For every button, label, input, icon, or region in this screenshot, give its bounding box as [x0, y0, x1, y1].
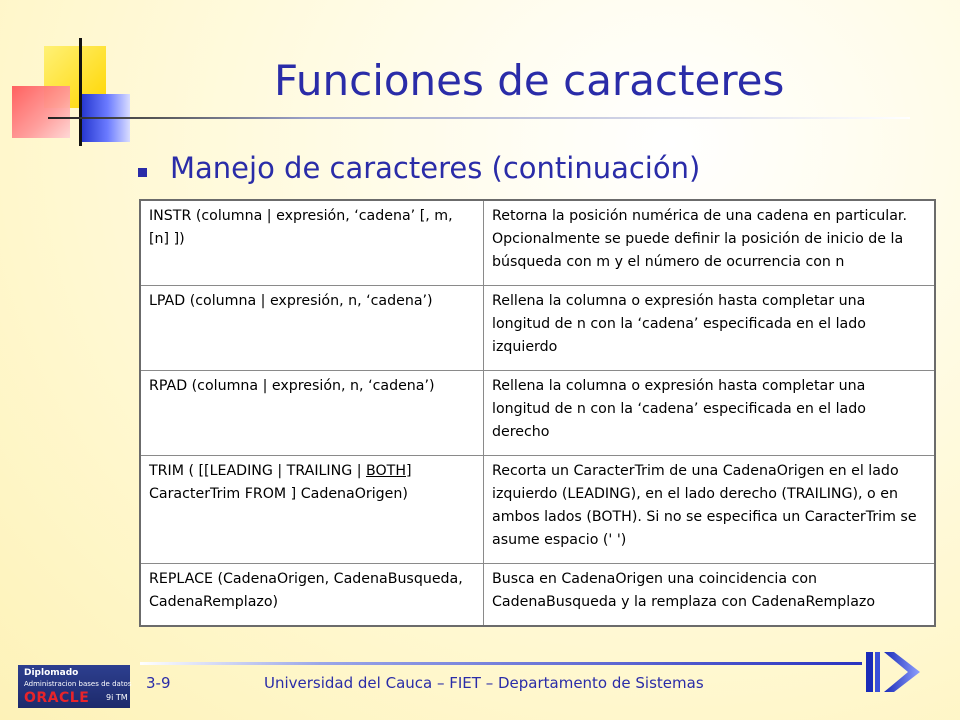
- syntax-cell: INSTR (columna | expresión, ‘cadena’ [, m, [n] ]): [140, 200, 484, 286]
- title-underline: [48, 117, 910, 119]
- description-cell: Retorna la posición numérica de una cadena en particular. Opcionalmente se puede definir la posición de inicio de la búsqueda con m y el número de ocurrencia con n: [484, 200, 936, 286]
- decor-vertical-line: [79, 38, 82, 146]
- syntax-cell: LPAD (columna | expresión, n, ‘cadena’): [140, 286, 484, 371]
- syntax-underlined-default: BOTH: [366, 463, 406, 479]
- table-row: [140, 456, 935, 564]
- table-row: [140, 564, 935, 627]
- page-number: 3-9: [146, 674, 171, 692]
- description-cell: Rellena la columna o expresión hasta completar una longitud de n con la ‘cadena’ especificada en el lado derecho: [484, 371, 936, 456]
- oracle-logo: ORACLE: [24, 690, 90, 706]
- syntax-text: TRIM ( [[LEADING | TRAILING |: [149, 463, 366, 479]
- logo-line2: Administracion bases de datos: [24, 680, 132, 688]
- next-slide-icon[interactable]: [864, 648, 926, 696]
- logo-line1: Diplomado: [24, 668, 79, 678]
- slide-title: Funciones de caracteres: [274, 56, 785, 105]
- description-cell: Busca en CadenaOrigen una coincidencia con CadenaBusqueda y la remplaza con CadenaRemplazo: [484, 564, 936, 627]
- description-cell: Rellena la columna o expresión hasta completar una longitud de n con la ‘cadena’ especificada en el lado izquierdo: [484, 286, 936, 371]
- syntax-cell: REPLACE (CadenaOrigen, CadenaBusqueda, CadenaRemplazo): [140, 564, 484, 627]
- table-row: [140, 286, 935, 371]
- description-cell: Recorta un CaracterTrim de una CadenaOrigen en el lado izquierdo (LEADING), en el lado derecho (TRAILING), o en ambos lados (BOTH). Si no se especifica un CaracterTrim se asume espacio (' '): [484, 456, 936, 564]
- slide-subtitle: Manejo de caracteres (continuación): [170, 151, 701, 185]
- footer-text: Universidad del Cauca – FIET – Departamento de Sistemas: [264, 674, 704, 692]
- table-row: [140, 371, 935, 456]
- syntax-cell: [140, 456, 484, 564]
- logo-version: 9i TM: [106, 693, 128, 702]
- table-row: [140, 200, 935, 286]
- syntax-cell: RPAD (columna | expresión, n, ‘cadena’): [140, 371, 484, 456]
- course-logo: [18, 665, 130, 708]
- syntax-text: ] CaracterTrim FROM ] CadenaOrigen): [149, 463, 412, 502]
- footer-divider: [140, 662, 862, 665]
- decor-red-square: [12, 86, 70, 138]
- bullet-icon: [138, 168, 147, 177]
- functions-table: [139, 199, 936, 627]
